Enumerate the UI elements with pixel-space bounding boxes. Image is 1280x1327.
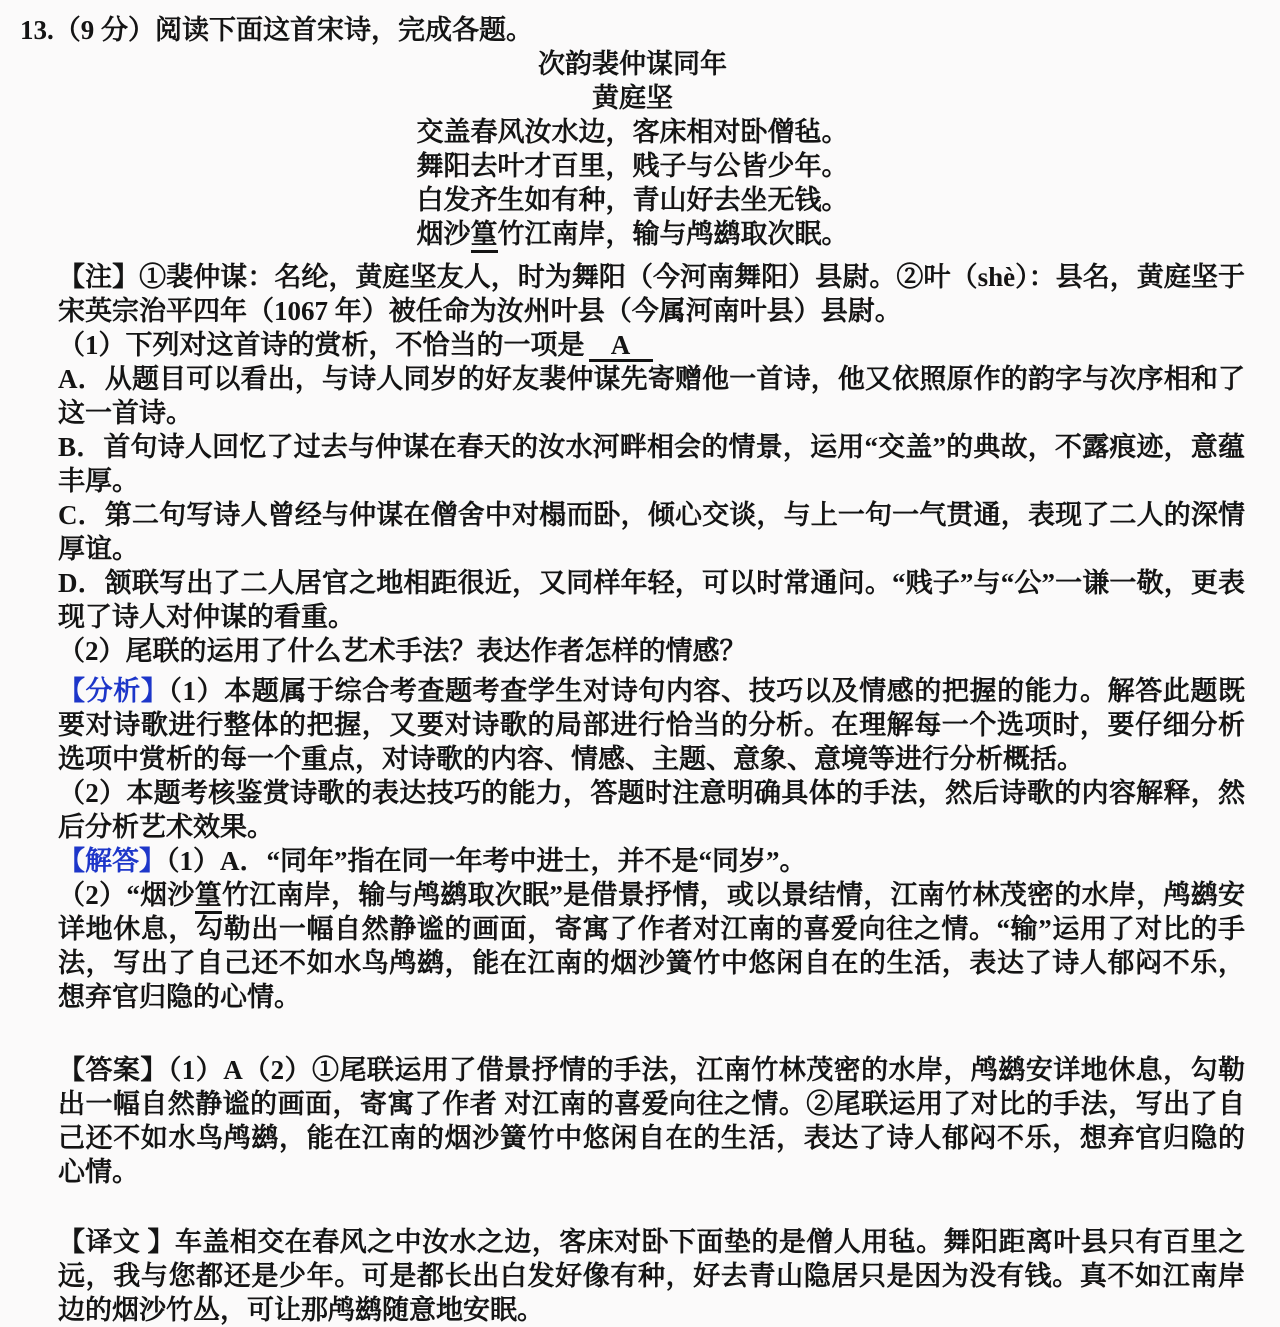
analysis-part1: （1）本题属于综合考查题考查学生对诗句内容、技巧以及情感的把握的能力。解答此题既要对诗歌进行整体的把握，又要对诗歌的局部进行恰当的分析。在理解每一个选项时，要仔细分析选项中赏析的每一个重点，对诗歌的内容、情感、主题、意象、意境等进行分析概括。 [58,676,1246,774]
option-d: D．颔联写出了二人居官之地相距很近，又同样年轻，可以时常通问。“贱子”与“公”一谦一敬，更表现了诗人对仲谋的看重。 [58,568,1245,632]
answer-label: 【答案】 [58,1055,168,1085]
solution-label: 【解答】 [58,846,166,876]
solution-part2-post: 竹江南岸，输与鸬鹚取次眠”是借景抒情，或以景结情，江南竹林茂密的水岸，鸬鹚安详地休息，勾勒出一幅自然静谧的画面，寄寓了作者对江南的喜爱向往之情。“输”运用了对比的手法，写出了自己还不如水鸟鸬鹚，能在江南的烟沙簧竹中悠闲自在的生活，表达了诗人郁闷不乐，想弃官归隐的心情。 [58,880,1246,1012]
question-stem: （9 分）阅读下面这首宋诗，完成各题。 [53,15,533,45]
poem-line: 交盖春风汝水边，客床相对卧僧毡。 [416,117,849,147]
analysis-paragraph-2: （2）本题考核鉴赏诗歌的表达技巧的能力，答题时注意明确具体的手法，然后诗歌的内容解释，然后分析艺术效果。 [58,778,1245,842]
question-1-line [58,328,1245,362]
poem-title: 次韵裴仲谋同年 [538,49,727,79]
poem-line4-post: 竹江南岸，输与鸬鹚取次眠。 [497,219,849,249]
option-a: A．从题目可以看出，与诗人同岁的好友裴仲谋先寄赠他一首诗，他又依照原作的韵字与次序相和了这一首诗。 [58,364,1245,428]
poem-line4-emphasized-char: 篁 [471,219,498,253]
translation-text: 车盖相交在春风之中汝水之边，客床对卧下面垫的是僧人用毡。舞阳距离叶县只有百里之远，我与您都还是少年。可是都长出白发好像有种，好去青山隐居只是因为没有钱。真不如江南岸边的烟沙竹丛，可让那鸬鹚随意地安眠。 [58,1227,1246,1325]
poem-line: 白发齐生如有种，青山好去坐无钱。 [416,185,849,215]
poem-line: 舞阳去叶才百里，贱子与公皆少年。 [416,151,849,181]
option-b: B．首句诗人回忆了过去与仲谋在春天的汝水河畔相会的情景，运用“交盖”的典故，不露痕迹，意蕴丰厚。 [58,432,1245,496]
poem-block [20,47,1245,251]
solution-part1: （1）A．“同年”指在同一年考中进士，并不是“同岁”。 [166,846,807,876]
analysis-paragraph-1 [58,674,1245,776]
solution-part2-emphasized-char: 篁 [195,880,222,914]
question-1-answer: A [610,330,631,360]
question-1-prompt: （1）下列对这首诗的赏析，不恰当的一项是 [58,330,585,360]
solution-paragraph-1 [58,844,1245,878]
question-2-line: （2）尾联的运用了什么艺术手法？表达作者怎样的情感？ [58,636,747,666]
question-1-answer-blank [589,331,653,362]
translation-label: 【译文 】 [58,1227,175,1257]
translation-paragraph [58,1225,1245,1327]
answer-text: （1）A（2）①尾联运用了借景抒情的手法，江南竹林茂密的水岸，鸬鹚安详地休息，勾勒出一幅自然静谧的画面，寄寓了作者 对江南的喜爱向往之情。②尾联运用了对比的手法，写出了自己还不如水鸟鸬鹚，能在江南的烟沙簧竹中悠闲自在的生活，表达了诗人郁闷不乐，想弃官归隐的心情。 [58,1055,1246,1187]
note-paragraph: 【注】①裴仲谋：名纶，黄庭坚友人，时为舞阳（今河南舞阳）县尉。②叶（shè）：县名，黄庭坚于宋英宗治平四年（1067 年）被任命为汝州叶县（今属河南叶县）县尉。 [58,262,1245,326]
poem-line [20,217,1245,251]
poem-line4-pre: 烟沙 [416,219,471,249]
analysis-label: 【分析】 [58,676,169,706]
question-intro-line [20,13,1245,47]
option-c: C．第二句写诗人曾经与仲谋在僧舍中对榻而卧，倾心交谈，与上一句一气贯通，表现了二人的深情厚谊。 [58,500,1245,564]
solution-part2-pre: （2）“烟沙 [58,880,195,910]
poem-author: 黄庭坚 [592,83,673,113]
answer-paragraph [58,1053,1245,1189]
question-number: 13. [20,15,54,45]
solution-paragraph-2 [58,878,1245,1014]
